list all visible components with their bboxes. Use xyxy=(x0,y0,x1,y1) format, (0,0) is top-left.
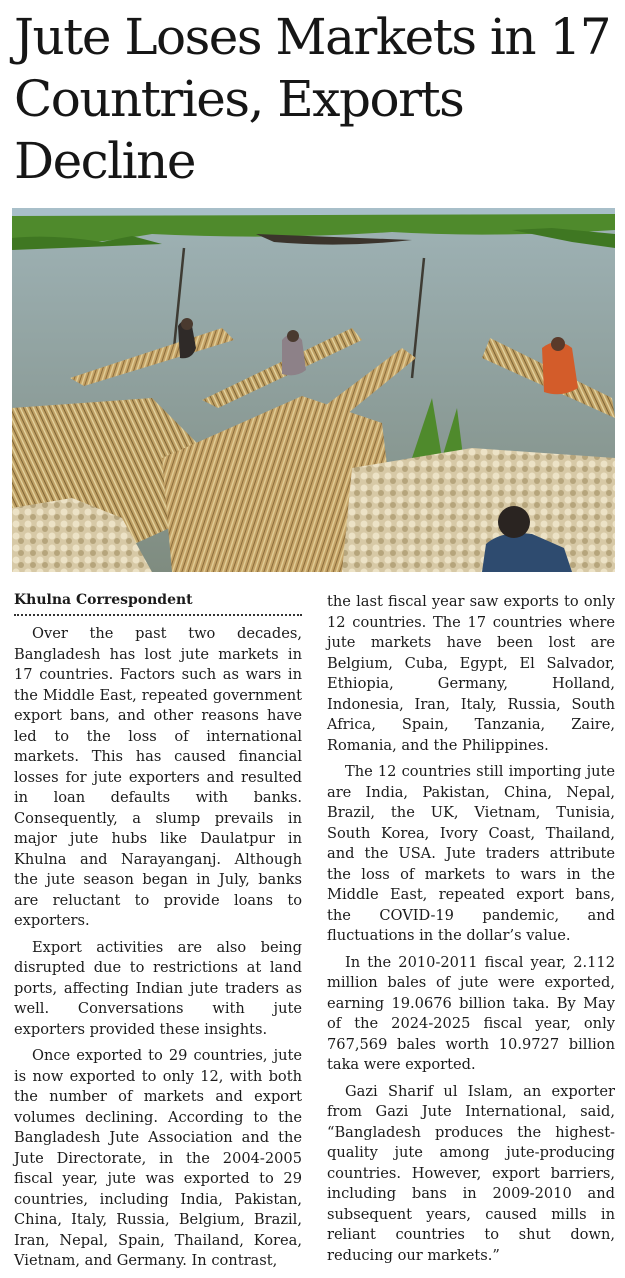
paragraph-6: Gazi Sharif ul Islam, an exporter from Gazi Jute International, said, “Bangladesh produces the highest-quality jute among jute-producing countries. However, export barriers, including bans in 2009-2010 and subsequent years, caused mills in reliant countries to shut down, reducing our markets.” xyxy=(327,1082,615,1264)
paragraph-5: In the 2010-2011 fiscal year, 2.112 million bales of jute were exported, earning 19.0676 billion taka. By May of the 2024-2025 fiscal year, only 767,569 bales worth 10.9727 billion taka were exported. xyxy=(327,953,615,1073)
paragraph-4: The 12 countries still importing jute are India, Pakistan, China, Nepal, Brazil, the UK, Vietnam, Tunisia, South Korea, Ivory Coast, Thailand, and the USA. Jute traders attribute the loss of markets to wars in the Middle East, repeated export bans, the COVID-19 pandemic, and fluctuations in the dollar’s value. xyxy=(327,763,615,944)
paragraph-2: Export activities are also being disrupted due to restrictions at land ports, affecting Indian jute traders as well. Conversations with jute exporters provided these insights. xyxy=(14,938,302,1038)
jute-retting-photo xyxy=(12,208,615,572)
paragraph-1: Over the past two decades, Bangladesh has lost jute markets in 17 countries. Factors such as wars in the Middle East, repeated government export bans, and other reasons have led to the loss of international markets. This has caused financial losses for jute exporters and resulted in loan defaults with banks. Consequently, a slump prevails in major jute hubs like Daulatpur in Khulna and Narayanganj. Although the jute season began in July, banks are reluctant to provide loans to exporters. xyxy=(14,625,302,929)
worker-1-head xyxy=(181,318,193,330)
worker-front-head xyxy=(498,506,530,538)
fibre-pile xyxy=(342,448,615,572)
paragraph-3: Once exported to 29 countries, jute is now exported to only 12, with both the number of markets and export volumes declining. According to the Bangladesh Jute Association and the Jute Directorate, in the 2004-2005 fiscal year, jute was exported to 29 countries, including India, Pakistan, China, Italy, Russia, Belgium, Brazil, Iran, Nepal, Spain, Thailand, Korea, Vietnam, and Germany. In contrast, xyxy=(14,1047,302,1269)
worker-3-head xyxy=(551,337,565,351)
headline: Jute Loses Markets in 17 Countries, Exports Decline xyxy=(14,8,611,190)
worker-2-head xyxy=(287,330,299,342)
article-column-right xyxy=(327,592,615,1272)
article-column-left xyxy=(14,590,302,1278)
byline: Khulna Correspondent xyxy=(14,590,302,616)
paragraph-3-continued: the last fiscal year saw exports to only 12 countries. The 17 countries where jute markets have been lost are Belgium, Cuba, Egypt, El Salvador, Ethiopia, Germany, Holland, Indonesia, Iran, Italy, Russia, South Africa, Spain, Tanzania, Zaire, Romania, and the Philippines. xyxy=(327,593,615,754)
